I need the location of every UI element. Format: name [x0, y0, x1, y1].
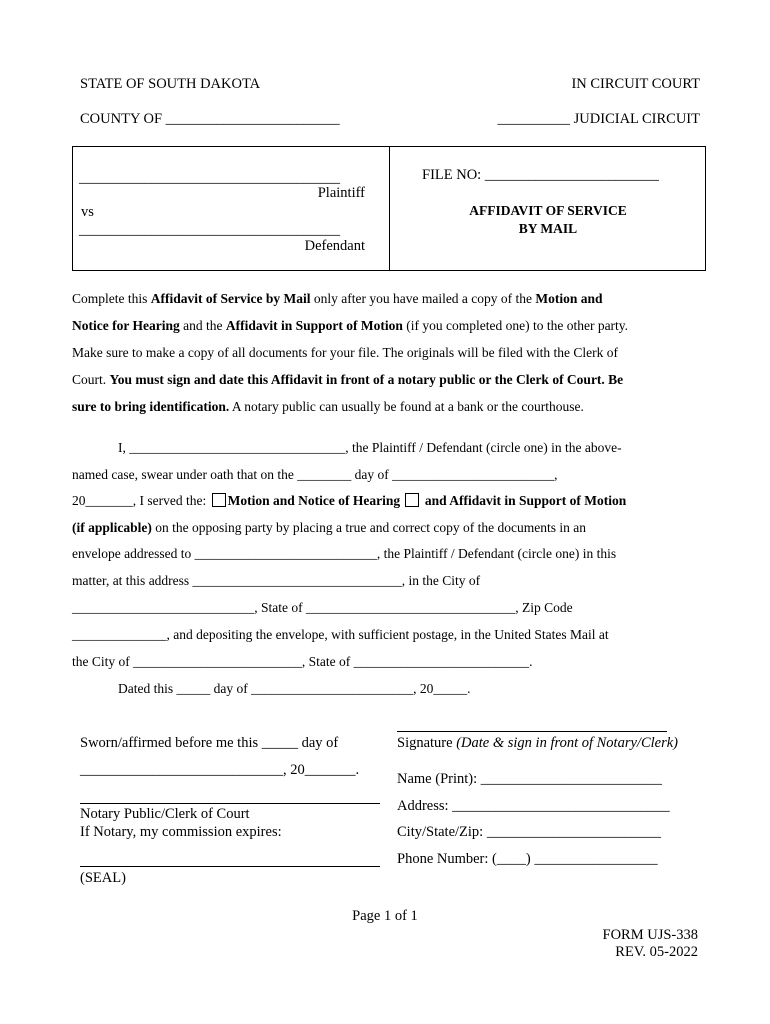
page-number: Page 1 of 1 — [352, 908, 418, 924]
service-method-line: (if applicable) on the opposing party by placing a true and correct copy of the documents in an — [72, 520, 586, 535]
instructions-line-4: Court. You must sign and date this Affidavit in front of a notary public or the Clerk of Court. Be — [72, 372, 624, 387]
mailing-line[interactable]: ______________, and depositing the envelope, with sufficient postage, in the United States Mail at — [72, 627, 609, 642]
case-caption-box — [72, 146, 706, 271]
affiant-signature-line[interactable] — [397, 731, 667, 732]
commission-date-line[interactable] — [80, 866, 380, 867]
form-number: FORM UJS-338 — [602, 927, 698, 943]
sworn-year-line[interactable]: ____________________________, 20_______. — [80, 762, 360, 778]
print-name-field[interactable]: Name (Print): _________________________ — [397, 771, 663, 787]
plaintiff-label: Plaintiff — [317, 185, 365, 201]
signature-label: Signature (Date & sign in front of Notary/Clerk) — [397, 735, 678, 751]
notary-label: Notary Public/Clerk of Court — [80, 806, 250, 822]
city-state-zip-field[interactable]: City/State/Zip: ________________________ — [397, 824, 661, 840]
seal-label: (SEAL) — [80, 870, 126, 886]
judicial-circuit-field[interactable]: __________ JUDICIAL CIRCUIT — [497, 111, 700, 127]
dated-line[interactable]: Dated this _____ day of ________________________, 20_____. — [118, 681, 471, 696]
state-heading: STATE OF SOUTH DAKOTA — [80, 76, 261, 92]
affiant-name-line[interactable]: I, ________________________________, the Plaintiff / Defendant (circle one) in the above- — [118, 440, 622, 455]
phone-number-field[interactable]: Phone Number: (____) _________________ — [397, 851, 658, 867]
court-heading: IN CIRCUIT COURT — [571, 76, 700, 92]
instructions-line-5: sure to bring identification. A notary public can usually be found at a bank or the courthouse. — [72, 399, 584, 414]
instructions-line-1: Complete this Affidavit of Service by Mail only after you have mailed a copy of the Motion and — [72, 291, 603, 306]
revision-date: REV. 05-2022 — [615, 944, 698, 960]
file-number-field[interactable]: FILE NO: ________________________ — [422, 167, 659, 183]
county-field[interactable]: COUNTY OF ________________________ — [80, 111, 340, 127]
sworn-before-line[interactable]: Sworn/affirmed before me this _____ day of — [80, 735, 339, 751]
affidavit-title: AFFIDAVIT OF SERVICE — [469, 203, 627, 218]
served-documents-line: 20_______, I served the: Motion and Notice of Hearing and Affidavit in Support of Motion — [72, 493, 627, 508]
defendant-label: Defendant — [304, 238, 365, 254]
mailed-city-line[interactable]: the City of _________________________, State of __________________________. — [72, 654, 533, 669]
instructions-line-3: Make sure to make a copy of all documents for your file. The originals will be filed with the Clerk of — [72, 345, 618, 360]
affidavit-title-line2: BY MAIL — [518, 221, 578, 236]
affidavit-support-checkbox[interactable] — [405, 493, 419, 507]
address-field[interactable]: Address: ______________________________ — [397, 798, 670, 814]
defendant-name-field[interactable]: ____________________________________ — [79, 222, 340, 238]
motion-notice-checkbox[interactable] — [212, 493, 226, 507]
service-date-line[interactable]: named case, swear under oath that on the ________ day of ________________________, — [72, 467, 558, 482]
plaintiff-name-field[interactable]: ____________________________________ — [79, 170, 340, 186]
notary-signature-line[interactable] — [80, 803, 380, 804]
commission-expires-label: If Notary, my commission expires: — [80, 824, 282, 840]
vs-label: vs — [81, 204, 94, 220]
city-state-zip-line[interactable]: ___________________________, State of _______________________________, Zip Code — [72, 600, 573, 615]
instructions-line-2: Notice for Hearing and the Affidavit in Support of Motion (if you completed one) to the other party. — [72, 318, 629, 333]
mailing-address-line[interactable]: matter, at this address _______________________________, in the City of — [72, 573, 481, 588]
envelope-addressee-line[interactable]: envelope addressed to ___________________________, the Plaintiff / Defendant (circle one) in this — [72, 546, 617, 561]
